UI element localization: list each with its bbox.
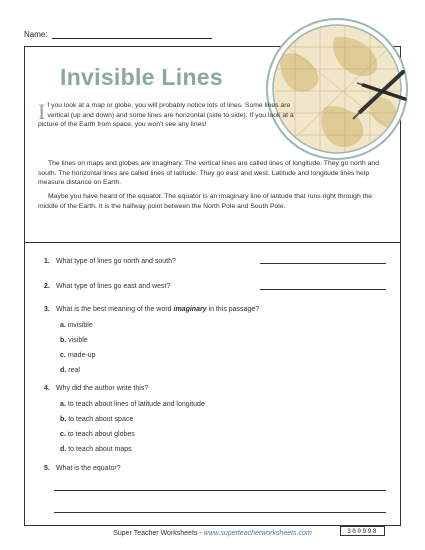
worksheet-code: 300998	[340, 526, 385, 536]
question-emphasis: imaginary	[173, 306, 207, 313]
q4-option-a[interactable]	[60, 401, 205, 408]
q3-option-a[interactable]	[60, 322, 93, 329]
question-number: 3.	[44, 306, 50, 313]
answer-line-5a[interactable]	[54, 490, 386, 491]
globe-illustration	[265, 17, 410, 162]
option-text: to teach about maps	[68, 446, 132, 453]
option-text: to teach about space	[68, 416, 134, 423]
option-letter: c.	[60, 352, 66, 359]
footer	[0, 530, 425, 537]
option-text: to teach about lines of latitude and longitude	[67, 401, 205, 408]
worksheet-title: Invisible Lines	[60, 64, 223, 90]
option-letter: c.	[60, 431, 66, 438]
question-number: 1.	[44, 258, 50, 265]
question-text: Why did the author write this?	[56, 385, 149, 392]
answer-line-5b[interactable]	[54, 512, 386, 513]
drop-cap: I	[38, 99, 46, 124]
question-2	[44, 283, 170, 290]
q3-option-c[interactable]	[60, 352, 95, 359]
option-letter: a.	[60, 401, 66, 408]
paragraph-1-text: f you look at a map or globe, you will probably notice lots of lines. Some lines are vertical (up and down) and some lines are horizontal (side to side). If you look at a picture of the Earth from space, you won't see any lines!	[38, 102, 294, 129]
question-3	[44, 306, 259, 313]
question-text: What type of lines go east and west?	[56, 283, 171, 290]
question-4	[44, 385, 148, 392]
question-number: 5.	[44, 465, 50, 472]
question-5	[44, 465, 121, 472]
paragraph-1	[38, 101, 294, 130]
option-letter: d.	[60, 446, 67, 453]
option-letter: a.	[60, 322, 66, 329]
question-text: What type of lines go north and south?	[56, 258, 176, 265]
q3-option-d[interactable]	[60, 367, 80, 374]
question-1	[44, 258, 176, 265]
name-input-line[interactable]	[52, 30, 212, 39]
section-divider	[24, 242, 401, 243]
option-letter: b.	[60, 337, 67, 344]
reading-passage-bottom	[38, 155, 390, 212]
name-label: Name:	[24, 30, 48, 39]
question-text: What is the equator?	[56, 465, 121, 472]
footer-link[interactable]: www.superteacherworksheets.com	[203, 530, 312, 537]
globe-map-icon	[265, 17, 410, 162]
option-text: real	[68, 367, 80, 374]
option-text: made-up	[67, 352, 96, 359]
answer-line-1[interactable]	[260, 263, 386, 264]
q4-option-d[interactable]	[60, 446, 132, 453]
option-letter: d.	[60, 367, 67, 374]
paragraph-2: The lines on maps and globes are imaginary. The vertical lines are called lines of longitude. They go north and south. The horizontal lines are called lines of latitude. They go east and west. Latitude and longitude lines help measure distance on Earth.	[38, 160, 379, 187]
q4-option-b[interactable]	[60, 416, 133, 423]
answer-line-2[interactable]	[260, 289, 386, 290]
q3-option-b[interactable]	[60, 337, 88, 344]
option-text: invisible	[67, 322, 93, 329]
question-number: 4.	[44, 385, 50, 392]
paragraph-3: Maybe you have heard of the equator. The equator is an imaginary line of latitude that runs right through the middle of the Earth. It is the halfway point between the North Pole and South Pole.	[38, 193, 373, 210]
question-text-after: in this passage?	[206, 306, 260, 313]
question-number: 2.	[44, 283, 50, 290]
option-text: visible	[68, 337, 88, 344]
option-letter: b.	[60, 416, 67, 423]
question-text-before: What is the best meaning of the word	[56, 306, 174, 313]
q4-option-c[interactable]	[60, 431, 135, 438]
reading-passage-top	[38, 101, 294, 130]
option-text: to teach about globes	[67, 431, 135, 438]
footer-text: Super Teacher Worksheets -	[113, 530, 204, 537]
name-field	[24, 30, 212, 39]
